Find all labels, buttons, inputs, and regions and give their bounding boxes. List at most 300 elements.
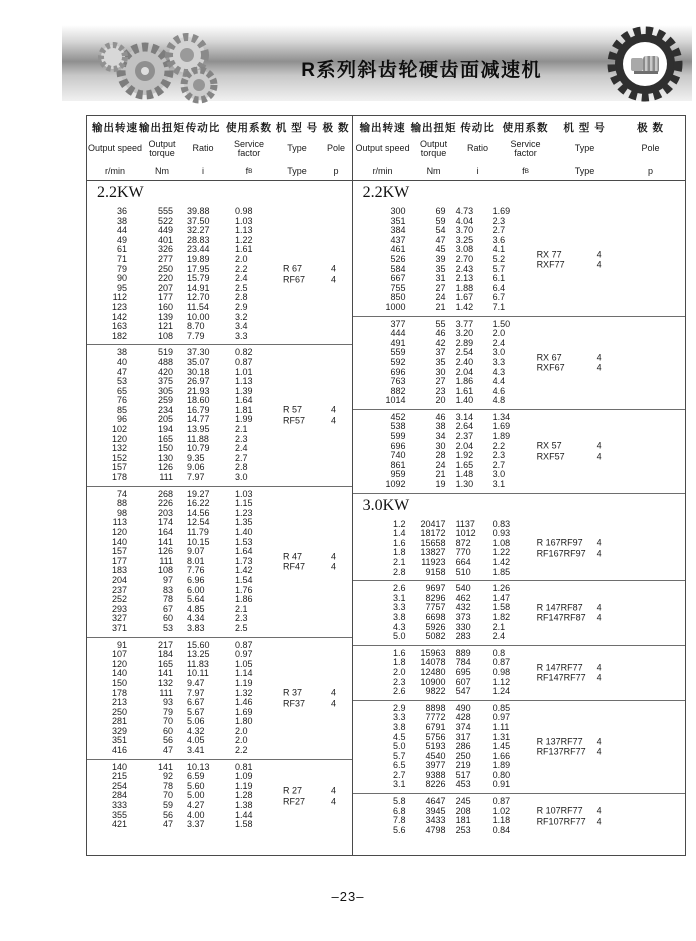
col-subheader-output-speed: Output speed [87,143,143,154]
data-block [353,517,685,581]
output-torque-value: 5082 [425,631,446,642]
output-torque-value: 69 [435,206,446,216]
service-factor-value: 0.84 [492,824,511,835]
col-subheader-service-factor: Service factor [510,138,541,158]
output-speed-value: 1000 [385,301,406,312]
output-torque-value: 34 [435,431,446,442]
pole-column [597,441,613,462]
pole-value: 4 [596,537,602,548]
pole-value: 4 [596,451,602,462]
output-speed-value: 351 [111,735,127,746]
ratio-value: 7.97 [187,687,205,698]
output-torque-value: 3945 [425,805,446,816]
service-factor-value: 1.34 [492,411,511,422]
output-torque-value: 27 [435,282,446,293]
pole-value: 4 [331,274,337,285]
output-torque-value: 4540 [425,750,446,761]
pole-value: 4 [331,404,337,415]
ratio-value: 2.13 [455,273,474,284]
output-torque-value: 8226 [425,779,446,790]
ratio-value: 1.86 [455,376,474,387]
service-factor-value: 4.1 [492,244,506,255]
output-torque-value: 259 [157,395,173,406]
output-torque-value: 8898 [425,702,446,713]
output-speed-value: 5.8 [393,796,406,807]
ratio-value: 432 [455,602,471,613]
ratio-value: 37.30 [187,347,210,358]
service-factor-value: 2.4 [492,631,506,642]
output-torque-value: 47 [435,234,446,245]
service-factor-value: 1.15 [235,498,253,509]
output-speed-value: 140 [111,536,127,547]
output-torque-value: 141 [157,668,173,679]
output-speed-value: 107 [111,649,127,660]
service-factor-value: 1.40 [235,527,253,537]
output-speed-value: 444 [390,328,406,339]
output-speed-value: 96 [116,414,127,425]
output-torque-value: 59 [435,215,446,226]
ratio-value: 10.15 [187,536,210,547]
service-factor-value: 2.2 [235,263,248,274]
pole-column [597,736,613,757]
ratio-value: 317 [455,731,471,742]
service-factor-value: 1.38 [235,800,253,811]
output-speed-value: 959 [390,469,406,480]
service-factor-value: 0.8 [492,647,506,658]
output-torque-value: 30 [435,366,446,377]
service-factor-value: 1.50 [492,318,511,329]
output-torque-value: 3433 [425,815,446,826]
output-speed-value: 112 [112,292,127,303]
pole-value: 4 [596,672,602,683]
pole-column [597,352,613,373]
section-heading: 3.0KW [353,493,685,517]
pole-value: 4 [331,796,337,807]
output-torque-value: 28 [435,450,446,461]
service-factor-value: 1.28 [235,790,253,801]
unit-pole: p [333,166,339,176]
output-speed-value: 178 [111,687,127,698]
model-info [283,405,347,426]
ratio-value: 5.60 [187,780,205,791]
service-factor-value: 0.93 [492,528,511,539]
ratio-value: 12.54 [187,517,210,528]
pole-value: 4 [331,263,337,274]
col-header-ratio: 传动比 [185,122,221,134]
service-factor-value: 1.85 [492,566,511,577]
section-heading: 2.2KW [97,184,144,201]
service-factor-value: 1.05 [235,658,253,669]
col-header-type: 机 型 号 [563,122,606,134]
service-factor-value: 2.7 [492,225,506,236]
model-type: RF137RF77 [536,746,586,757]
ratio-value: 250 [455,750,471,761]
unit-service-factor: f B [245,166,253,176]
output-speed-value: 132 [111,443,127,454]
service-factor-value: 2.7 [492,459,506,470]
model-type: R 107RF77 [536,805,583,816]
ratio-value: 5.06 [187,716,205,727]
service-factor-value: 1.69 [492,206,511,216]
output-torque-value: 9158 [425,566,446,577]
service-factor-value: 1.61 [235,244,253,255]
service-factor-value: 1.46 [235,697,253,708]
service-factor-value: 1.81 [235,404,253,415]
service-factor-value: 0.85 [492,702,511,713]
service-factor-value: 1.19 [235,780,253,791]
service-factor-value: 2.1 [235,424,248,435]
ratio-value: 208 [455,805,471,816]
output-torque-value: 126 [157,546,173,557]
output-speed-value: 3.1 [393,779,406,790]
output-speed-value: 667 [390,273,406,284]
ratio-value: 770 [455,547,471,558]
service-factor-value: 2.0 [235,253,248,264]
output-speed-value: 38 [116,347,127,358]
output-speed-value: 2.3 [393,676,406,687]
output-torque-value: 130 [157,452,173,463]
output-speed-value: 120 [111,658,127,669]
service-factor-value: 1.58 [492,602,511,613]
col-header-ratio: 传动比 [460,122,495,134]
model-type: RF167RF97 [536,548,586,559]
output-speed-value: 254 [111,780,127,791]
model-type-column [537,662,597,683]
gear-motor-icon [606,25,684,103]
col-header-pole: 极 数 [637,122,665,134]
output-torque-value: 38 [435,421,446,432]
output-torque-value: 13827 [420,547,446,558]
output-torque-value: 7772 [425,712,446,723]
pole-column [597,538,613,559]
ratio-value: 21.93 [187,385,210,396]
col-header-output-torque: 输出扭矩 [410,122,457,134]
output-speed-value: 183 [111,565,127,576]
ratio-value: 9.35 [187,452,205,463]
service-factor-value: 2.3 [235,433,248,444]
service-factor-value: 0.87 [492,796,511,807]
ratio-value: 1.40 [455,395,474,406]
output-speed-value: 763 [390,376,406,387]
col-subheader-pole: Pole [326,143,345,154]
output-speed-value: 123 [111,301,127,312]
data-block [87,759,352,833]
pole-value: 4 [596,440,602,451]
output-torque-value: 207 [157,282,173,293]
output-speed-value: 3.8 [393,721,406,732]
service-factor-value: 2.3 [492,215,506,226]
unit-ratio: i [476,166,479,176]
service-factor-value: 4.3 [492,366,506,377]
output-torque-value: 60 [162,725,173,736]
service-factor-value: 0.87 [235,639,253,650]
output-torque-value: 9388 [425,769,446,780]
output-torque-value: 21 [435,301,446,312]
output-speed-value: 584 [390,263,406,274]
output-speed-value: 592 [390,356,406,367]
output-speed-value: 696 [390,366,406,377]
ratio-value: 872 [455,537,471,548]
output-torque-value: 6791 [425,721,446,732]
ratio-value: 517 [455,769,471,780]
service-factor-value: 1.14 [235,668,253,679]
output-torque-value: 217 [157,639,173,650]
service-factor-value: 2.0 [492,328,506,339]
unit-output-torque: Nm [426,166,441,176]
ratio-value: 7.79 [187,330,205,341]
output-torque-value: 92 [162,771,173,782]
output-speed-value: 1.6 [393,537,406,548]
ratio-value: 3.08 [455,244,474,255]
model-type: R 57 [283,404,303,415]
output-speed-value: 36 [116,206,127,216]
ratio-value: 17.95 [187,263,210,274]
service-factor-value: 4.6 [492,385,506,396]
data-block [353,316,685,409]
ratio-value: 4.00 [187,809,205,820]
col-subheader-output-torque: Output torque [420,138,448,158]
ratio-value: 889 [455,647,471,658]
service-factor-value: 2.7 [235,452,248,463]
ratio-value: 664 [455,557,471,567]
model-type: RF37 [283,698,306,709]
model-type: RX 57 [536,440,562,451]
pole-value: 4 [596,736,602,747]
service-factor-value: 3.0 [235,472,248,483]
ratio-value: 4.27 [187,800,205,811]
service-factor-value: 6.7 [492,292,506,303]
model-info [283,786,347,807]
output-torque-value: 55 [435,318,446,329]
output-torque-value: 47 [162,819,173,830]
output-torque-value: 47 [162,745,173,756]
ratio-value: 15.79 [187,273,210,284]
ratio-value: 181 [455,815,471,826]
model-type-column [283,405,331,426]
output-torque-value: 4647 [425,796,446,807]
model-info [283,688,347,709]
output-torque-value: 5756 [425,731,446,742]
output-speed-value: 163 [111,321,127,332]
col-subheader-type: Type [574,143,595,154]
output-torque-value: 70 [162,790,173,801]
model-info [537,441,613,462]
pole-value: 4 [331,698,337,709]
output-torque-value: 111 [159,555,173,566]
ratio-value: 18.60 [187,395,210,406]
output-torque-value: 12480 [420,666,446,677]
output-torque-value: 160 [157,301,173,312]
service-factor-value: 2.0 [235,735,248,746]
model-type-column [283,688,331,709]
output-torque-value: 234 [157,404,173,415]
output-torque-value: 7757 [425,602,446,613]
output-speed-value: 1.2 [393,518,406,529]
output-speed-value: 65 [116,385,127,396]
output-speed-value: 150 [111,677,127,688]
output-torque-value: 519 [157,347,173,358]
pole-value: 4 [596,352,602,363]
service-factor-value: 1.32 [235,687,253,698]
pole-value: 4 [331,687,337,698]
service-factor-value: 2.3 [235,613,248,624]
model-info [537,249,613,270]
ratio-value: 2.04 [455,440,474,451]
service-factor-value: 5.7 [492,263,506,274]
service-factor-value: 1.19 [235,677,253,688]
ratio-value: 26.97 [187,376,210,387]
output-torque-value: 18172 [420,528,446,539]
output-speed-value: 252 [111,594,127,605]
pole-column [331,786,347,807]
output-torque-value: 177 [157,292,173,303]
service-factor-value: 1.23 [235,507,253,518]
pole-value: 4 [596,612,602,623]
service-factor-value: 1.89 [492,431,511,442]
ratio-value: 1.65 [455,459,474,470]
output-speed-value: 384 [390,225,406,236]
model-type: R 147RF77 [536,662,583,673]
output-torque-value: 126 [157,462,173,473]
output-speed-value: 327 [111,613,127,624]
service-factor-value: 2.9 [235,301,248,312]
service-factor-value: 3.4 [235,321,248,332]
model-type: RF147RF87 [536,612,586,623]
output-speed-value: 421 [111,819,127,830]
ratio-value: 9.07 [187,546,205,557]
unit-output-torque: Nm [155,166,169,176]
col-subheader-output-torque: Output torque [148,138,176,158]
output-speed-value: 437 [390,234,406,245]
pole-column [597,249,613,270]
ratio-value: 11.83 [187,658,209,669]
model-info [283,264,347,285]
output-torque-value: 108 [157,565,173,576]
section-heading: 2.2KW [362,184,410,201]
data-block [353,204,685,316]
model-type: RF27 [283,796,306,807]
output-speed-value: 3.3 [393,712,406,723]
ratio-value: 32.27 [187,225,210,236]
data-block [87,486,352,637]
model-type: R 167RF97 [536,537,583,548]
ratio-value: 462 [455,592,471,603]
output-torque-value: 15963 [420,647,446,658]
col-header-type: 机 型 号 [275,122,319,134]
output-torque-value: 24 [435,292,446,303]
ratio-value: 1012 [455,528,476,539]
output-speed-value: 88 [116,498,127,509]
ratio-value: 2.04 [455,366,474,377]
pole-column [597,662,613,683]
output-speed-value: 152 [111,452,127,463]
model-info [537,602,613,623]
output-torque-value: 3977 [425,760,446,771]
ratio-value: 4.32 [187,725,205,736]
model-type: RF47 [283,561,306,572]
output-torque-value: 15658 [420,537,446,548]
output-speed-value: 371 [111,622,127,633]
output-speed-value: 85 [116,404,127,415]
model-type: RXF77 [536,259,565,270]
ratio-value: 2.40 [455,356,474,367]
service-factor-value: 1.69 [492,421,511,432]
output-torque-value: 56 [162,735,173,746]
service-factor-value: 1.99 [235,414,253,425]
ratio-value: 490 [455,702,471,713]
output-speed-value: 1092 [385,479,406,490]
ratio-value: 607 [455,676,471,687]
ratio-value: 12.70 [187,292,210,303]
right-panel-body [353,181,685,838]
pole-value: 4 [596,662,602,673]
output-speed-value: 740 [390,450,406,461]
ratio-value: 2.54 [455,347,474,358]
output-torque-value: 20417 [420,518,446,529]
ratio-value: 6.59 [187,771,205,782]
output-speed-value: 755 [390,282,406,293]
data-block [353,409,685,493]
service-factor-value: 2.1 [492,621,506,632]
ratio-value: 10.11 [187,668,209,679]
output-speed-value: 416 [111,745,127,756]
output-speed-value: 40 [116,356,127,367]
output-speed-value: 140 [111,668,127,679]
ratio-value: 13.25 [187,649,210,660]
output-speed-value: 1.8 [393,547,406,558]
service-factor-value: 1.42 [492,557,511,567]
output-torque-value: 4798 [425,824,446,835]
service-factor-value: 3.3 [492,356,506,367]
ratio-value: 23.44 [187,244,210,255]
output-speed-value: 237 [111,584,127,595]
right-panel [353,116,685,855]
ratio-value: 1.42 [455,301,474,312]
output-torque-value: 111 [159,472,173,483]
model-type-column [283,551,331,572]
output-speed-value: 5.0 [393,741,406,752]
output-speed-value: 213 [111,697,127,708]
ratio-value: 2.70 [455,253,474,264]
service-factor-value: 1.64 [235,546,253,557]
ratio-value: 10.00 [187,311,210,322]
output-speed-value: 5.6 [393,824,406,835]
service-factor-value: 1.09 [235,771,253,782]
ratio-value: 3.70 [455,225,474,236]
output-torque-value: 78 [162,594,173,605]
output-torque-value: 30 [435,440,446,451]
output-torque-value: 194 [157,424,173,435]
ratio-value: 428 [455,712,471,723]
ratio-value: 35.07 [187,356,210,367]
output-torque-value: 165 [157,658,173,669]
ratio-value: 286 [455,741,471,752]
output-speed-value: 49 [116,234,127,245]
ratio-value: 6.67 [187,697,205,708]
model-type: R 147RF87 [536,602,583,613]
output-torque-value: 226 [157,498,173,509]
col-header-output-speed: 输出转速 [359,122,406,134]
ratio-value: 1.61 [455,385,474,396]
service-factor-value: 1.39 [235,385,253,396]
output-speed-value: 3.1 [393,592,406,603]
output-speed-value: 538 [390,421,406,432]
ratio-value: 8.01 [187,555,205,566]
model-type: RX 67 [536,352,562,363]
output-torque-value: 6698 [425,611,446,622]
service-factor-value: 0.98 [235,206,253,216]
ratio-value: 253 [455,824,471,835]
